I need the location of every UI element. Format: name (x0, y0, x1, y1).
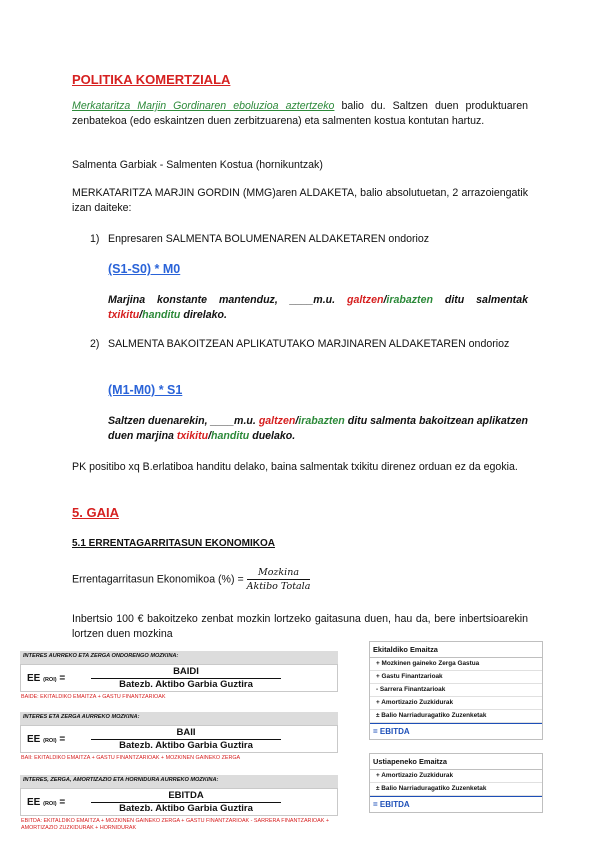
item1-note-green2: handitu (142, 309, 181, 321)
roi-fraction (91, 666, 281, 691)
roi-panel-band: INTERES AURREKO ETA ZERGA ONDORENGO MOZKINA: (20, 651, 338, 664)
table-row: ± Balio Narriaduragatiko Zuzenketak (370, 710, 542, 723)
table-row: + Amortizazio Zuzkidurak (370, 697, 542, 710)
intro-paragraph (72, 99, 528, 129)
table-total: = EBITDA (370, 796, 542, 812)
eq-text: = (59, 797, 66, 808)
roi-note: BAII: EKITALDIKO EMAITZA + GASTU FINANTZARIOAK + MOZKINEN GAINEKO ZERGA (21, 755, 241, 761)
item2-number: 2) (90, 338, 100, 350)
roi-numerator: BAII (91, 727, 281, 740)
roi-text: (ROI) (43, 677, 57, 683)
table-total: = EBITDA (370, 723, 542, 739)
roi-panel-baii (20, 712, 338, 764)
roi-denominator: Batezb. Aktibo Garbia Guztira (119, 740, 253, 751)
roi-ee-label (27, 797, 65, 808)
item2-note-a: Saltzen duenarekin, ____m.u. (108, 415, 259, 427)
item2-note-slash2: / (208, 430, 212, 442)
roi-note: EBITDA: EKITALDIKO EMAITZA + MOZKINEN GAINEKO ZERGA + GASTU FINANTZARIOAK - SARRERA FINANTZARIOAK + AMORTIZAZIO ZUZKIDURAK + HORNIDURAK (21, 818, 329, 831)
item1-note-a: Marjina konstante mantenduz, ____m.u. (108, 294, 347, 306)
roi-panel-baidi (20, 651, 338, 703)
roi-panel-ebitda (20, 775, 338, 834)
ee-text: EE (27, 797, 41, 808)
roi-text: (ROI) (43, 801, 57, 807)
roi-formula-box (20, 725, 338, 753)
table-row: ± Balio Narriaduragatiko Zuzenketak (370, 783, 542, 796)
eq-text: = (59, 734, 66, 745)
roi-ee-label (27, 673, 65, 684)
inbertsio-line: Inbertsio 100 € bakoitzeko zenbat mozkin lortzeko gaitasuna duen, hau da, bere inbertsioarekin lortzen duen mozkina (72, 613, 528, 640)
item2-text: SALMENTA BAKOITZEAN APLIKATUTAKO MARJINAREN ALDAKETAREN ondorioz (108, 338, 510, 350)
roi-fraction (91, 790, 281, 815)
item1-note-b: ditu salmentak (432, 294, 528, 306)
ee-text: EE (27, 673, 41, 684)
rent-formula-fraction (247, 567, 311, 592)
table-row: + Mozkinen gaineko Zerga Gastua (370, 658, 542, 671)
item1-note-green: irabazten (386, 294, 433, 306)
roi-panel-band: INTERES ETA ZERGA AURREKO MOZKINA: (20, 712, 338, 725)
rent-formula (72, 567, 310, 592)
table-row: + Gastu Finantzarioak (370, 671, 542, 684)
roi-text: (ROI) (43, 738, 57, 744)
item1-note-red2: txikitu (108, 309, 140, 321)
roi-fraction (91, 727, 281, 752)
rent-formula-denominator: Aktibo Totala (246, 581, 311, 592)
ee-text: EE (27, 734, 41, 745)
rent-formula-lhs: Errentagarritasun Ekonomikoa (%) = (72, 573, 247, 586)
roi-denominator: Batezb. Aktibo Garbia Guztira (119, 803, 253, 814)
item1-number: 1) (90, 233, 100, 245)
gaia-title: 5. GAIA (72, 505, 119, 520)
item1-text: Enpresaren SALMENTA BOLUMENAREN ALDAKETAREN ondorioz (108, 233, 430, 245)
table-header: Ekitaldiko Emaitza (370, 642, 542, 658)
pk-line: PK positibo xq B.erlatiboa handitu delako, baina salmentak txikitu direnez orduan ez da egokia. (72, 461, 518, 473)
item1-formula: (S1-S0) * M0 (108, 262, 181, 276)
table-row: + Amortizazio Zuzkidurak (370, 770, 542, 783)
item2-note-c: duelako. (249, 430, 296, 442)
section-title: 5.1 ERRENTAGARRITASUN EKONOMIKOA (72, 538, 275, 549)
roi-formula-box (20, 788, 338, 816)
roi-ee-label (27, 734, 65, 745)
rent-formula-numerator: Mozkina (247, 567, 311, 580)
roi-formula-box (20, 664, 338, 692)
item1-note-c: direlako. (180, 309, 227, 321)
item1-note-slash2: / (139, 309, 143, 321)
item2-note (108, 414, 528, 444)
mmg-line: MERKATARITZA MARJIN GORDIN (MMG)aren ALDAKETA, balio absolutuetan, 2 arrazoiengatik izan daiteke: (72, 187, 528, 214)
item1-note-slash: / (383, 294, 387, 306)
ekitaldiko-table (369, 641, 543, 740)
formula-line: Salmenta Garbiak - Salmenten Kostua (hornikuntzak) (72, 159, 323, 171)
item2-note-b: ditu salmenta bakoitzean aplikatzen duen marjina (108, 415, 528, 442)
item2-note-red: galtzen (258, 415, 296, 427)
roi-denominator: Batezb. Aktibo Garbia Guztira (119, 679, 253, 690)
page-heading: POLITIKA KOMERTZIALA (72, 72, 231, 87)
intro-link-text: Merkataritza Marjin Gordinaren eboluzioa aztertzeko (72, 100, 335, 112)
item2-formula: (M1-M0) * S1 (108, 383, 183, 397)
item2-note-slash: / (295, 415, 299, 427)
table-row: - Sarrera Finantzarioak (370, 684, 542, 697)
table-header: Ustiapeneko Emaitza (370, 754, 542, 770)
item2-note-green2: handitu (211, 430, 250, 442)
item2-note-red2: txikitu (176, 430, 209, 442)
roi-note: BAIDE: EKITALDIKO EMAITZA + GASTU FINANTZARIOAK (21, 694, 166, 700)
eq-text: = (59, 673, 66, 684)
intro-rest: balio du. Saltzen duen produktuaren zenbatekoa (edo eskaintzen duen zerbitzuarena) eta salmenten kostua kontutan hartuz. (72, 100, 528, 127)
roi-numerator: EBITDA (91, 790, 281, 803)
item1-note-red: galtzen (346, 294, 384, 306)
roi-numerator: BAIDI (91, 666, 281, 679)
ustiapen-table (369, 753, 543, 813)
roi-panel-band: INTERES, ZERGA, AMORTIZAZIO ETA HORNIDURA AURREKO MOZKINA: (20, 775, 338, 788)
item2-note-green: irabazten (298, 415, 345, 427)
item1-note (108, 293, 528, 323)
